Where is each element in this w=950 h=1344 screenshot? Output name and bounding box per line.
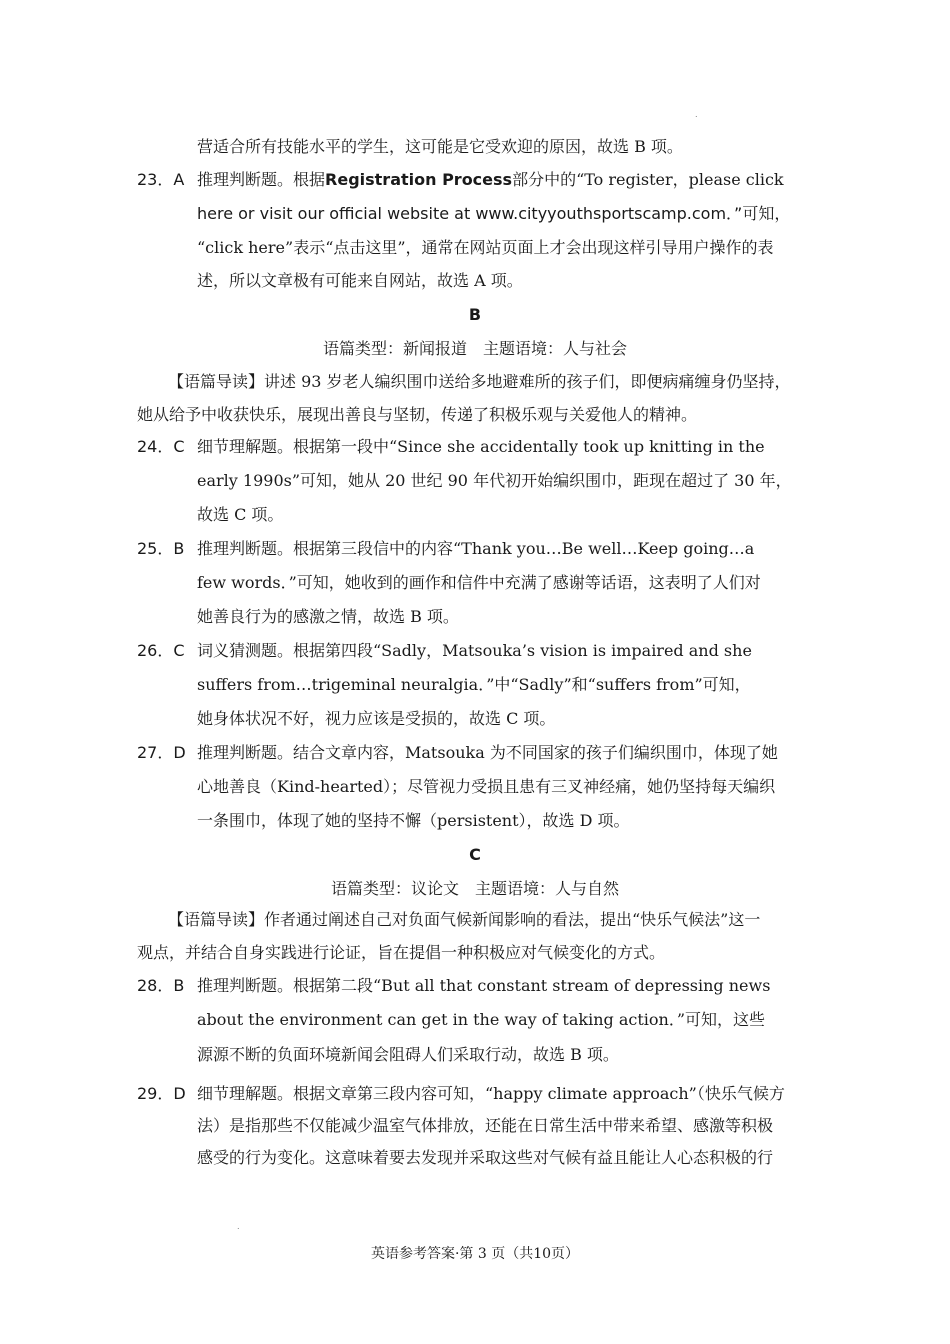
footer-mark: . — [237, 1222, 240, 1231]
passage-intro: 她从给予中收获快乐，展现出善良与坚韧，传递了积极乐观与关爱他人的精神。 — [137, 405, 698, 424]
question-23 — [137, 170, 784, 190]
text-run: 词义猜测题。根据第四段“Sadly，Matsouka’s vision is impaired and she — [197, 641, 752, 660]
bold-term: Registration Process — [325, 170, 513, 189]
question-number: 24．C — [137, 437, 185, 456]
text-line: about the environment can get in the way of taking action．”可知，这些 — [197, 1010, 765, 1029]
question-number: 27．D — [137, 743, 186, 762]
question-29 — [137, 1084, 785, 1104]
passage-type-c: 语篇类型：议论文 主题语境：人与自然 — [330, 879, 619, 898]
text-run: 推理判断题。根据 — [197, 170, 326, 189]
text-line: here or visit our official website at www.cityyouthsportscamp.com．”可知， — [197, 204, 791, 223]
text-line: 她身体状况不好，视力应该是受损的，故选 C 项。 — [197, 709, 556, 728]
text-line: 述，所以文章极有可能来自网站，故选 A 项。 — [197, 271, 523, 290]
text-line: 她善良行为的感激之情，故选 B 项。 — [197, 607, 459, 626]
question-26 — [137, 641, 752, 661]
page-footer: 英语参考答案·第 3 页（共10页） — [370, 1246, 580, 1262]
question-number: 28．B — [137, 976, 185, 995]
text-run: 推理判断题。根据第三段信中的内容“Thank you…Be well…Keep going…a — [197, 539, 755, 558]
text-run: 部分中的“To register，please click — [512, 170, 784, 189]
question-28 — [137, 976, 770, 996]
text-run: 细节理解题。根据文章第三段内容可知，“happy climate approach”（快乐气候方 — [197, 1084, 785, 1103]
question-number: 23．A — [137, 170, 185, 189]
passage-intro: 观点，并结合自身实践进行论证，旨在提倡一种积极应对气候变化的方式。 — [137, 943, 666, 962]
text-line: 法）是指那些不仅能减少温室气体排放，还能在日常生活中带来希望、感激等积极 — [197, 1116, 774, 1135]
text-line: “click here”表示“点击这里”，通常在网站页面上才会出现这样引导用户操作的表 — [197, 238, 774, 257]
text-run: 细节理解题。根据第一段中“Since she accidentally took up knitting in the — [197, 437, 765, 456]
question-number: 25．B — [137, 539, 185, 558]
text-line: 营适合所有技能水平的学生，这可能是它受欢迎的原因，故选 B 项。 — [197, 137, 683, 156]
passage-intro: 【语篇导读】作者通过阐述自己对负面气候新闻影响的看法，提出“快乐气候法”这一 — [168, 910, 761, 929]
passage-type-b: 语篇类型：新闻报道 主题语境：人与社会 — [322, 339, 627, 358]
question-number: 26．C — [137, 641, 185, 660]
text-line: 故选 C 项。 — [197, 505, 284, 524]
text-run: 推理判断题。根据第二段“But all that constant stream of depressing news — [197, 976, 771, 995]
text-line: early 1990s”可知，她从 20 世纪 90 年代初开始编织围巾，距现在超过了 30 年， — [197, 471, 792, 490]
question-24 — [137, 437, 765, 457]
text-line: suffers from…trigeminal neuralgia．”中“Sadly”和“suffers from”可知， — [197, 675, 751, 694]
question-number: 29．D — [137, 1084, 186, 1103]
section-heading-c: C — [469, 845, 481, 864]
question-27 — [137, 743, 778, 763]
header-mark: . — [695, 110, 698, 119]
text-line: 源源不断的负面环境新闻会阻碍人们采取行动，故选 B 项。 — [197, 1045, 619, 1064]
text-line: 心地善良（Kind-hearted）；尽管视力受损且患有三叉神经痛，她仍坚持每天编织 — [197, 777, 776, 796]
text-line: 感受的行为变化。这意味着要去发现并采取这些对气候有益且能让人心态积极的行 — [197, 1148, 774, 1167]
text-run: 推理判断题。结合文章内容，Matsouka 为不同国家的孩子们编织围巾，体现了她 — [197, 743, 778, 762]
text-line: few words．”可知，她收到的画作和信件中充满了感谢等话语，这表明了人们对 — [197, 573, 761, 592]
section-heading-b: B — [468, 305, 482, 324]
passage-intro: 【语篇导读】讲述 93 岁老人编织围巾送给多地避难所的孩子们，即便病痛缠身仍坚持， — [168, 372, 791, 391]
question-25 — [137, 539, 754, 559]
text-line: 一条围巾，体现了她的坚持不懈（persistent），故选 D 项。 — [197, 811, 630, 830]
